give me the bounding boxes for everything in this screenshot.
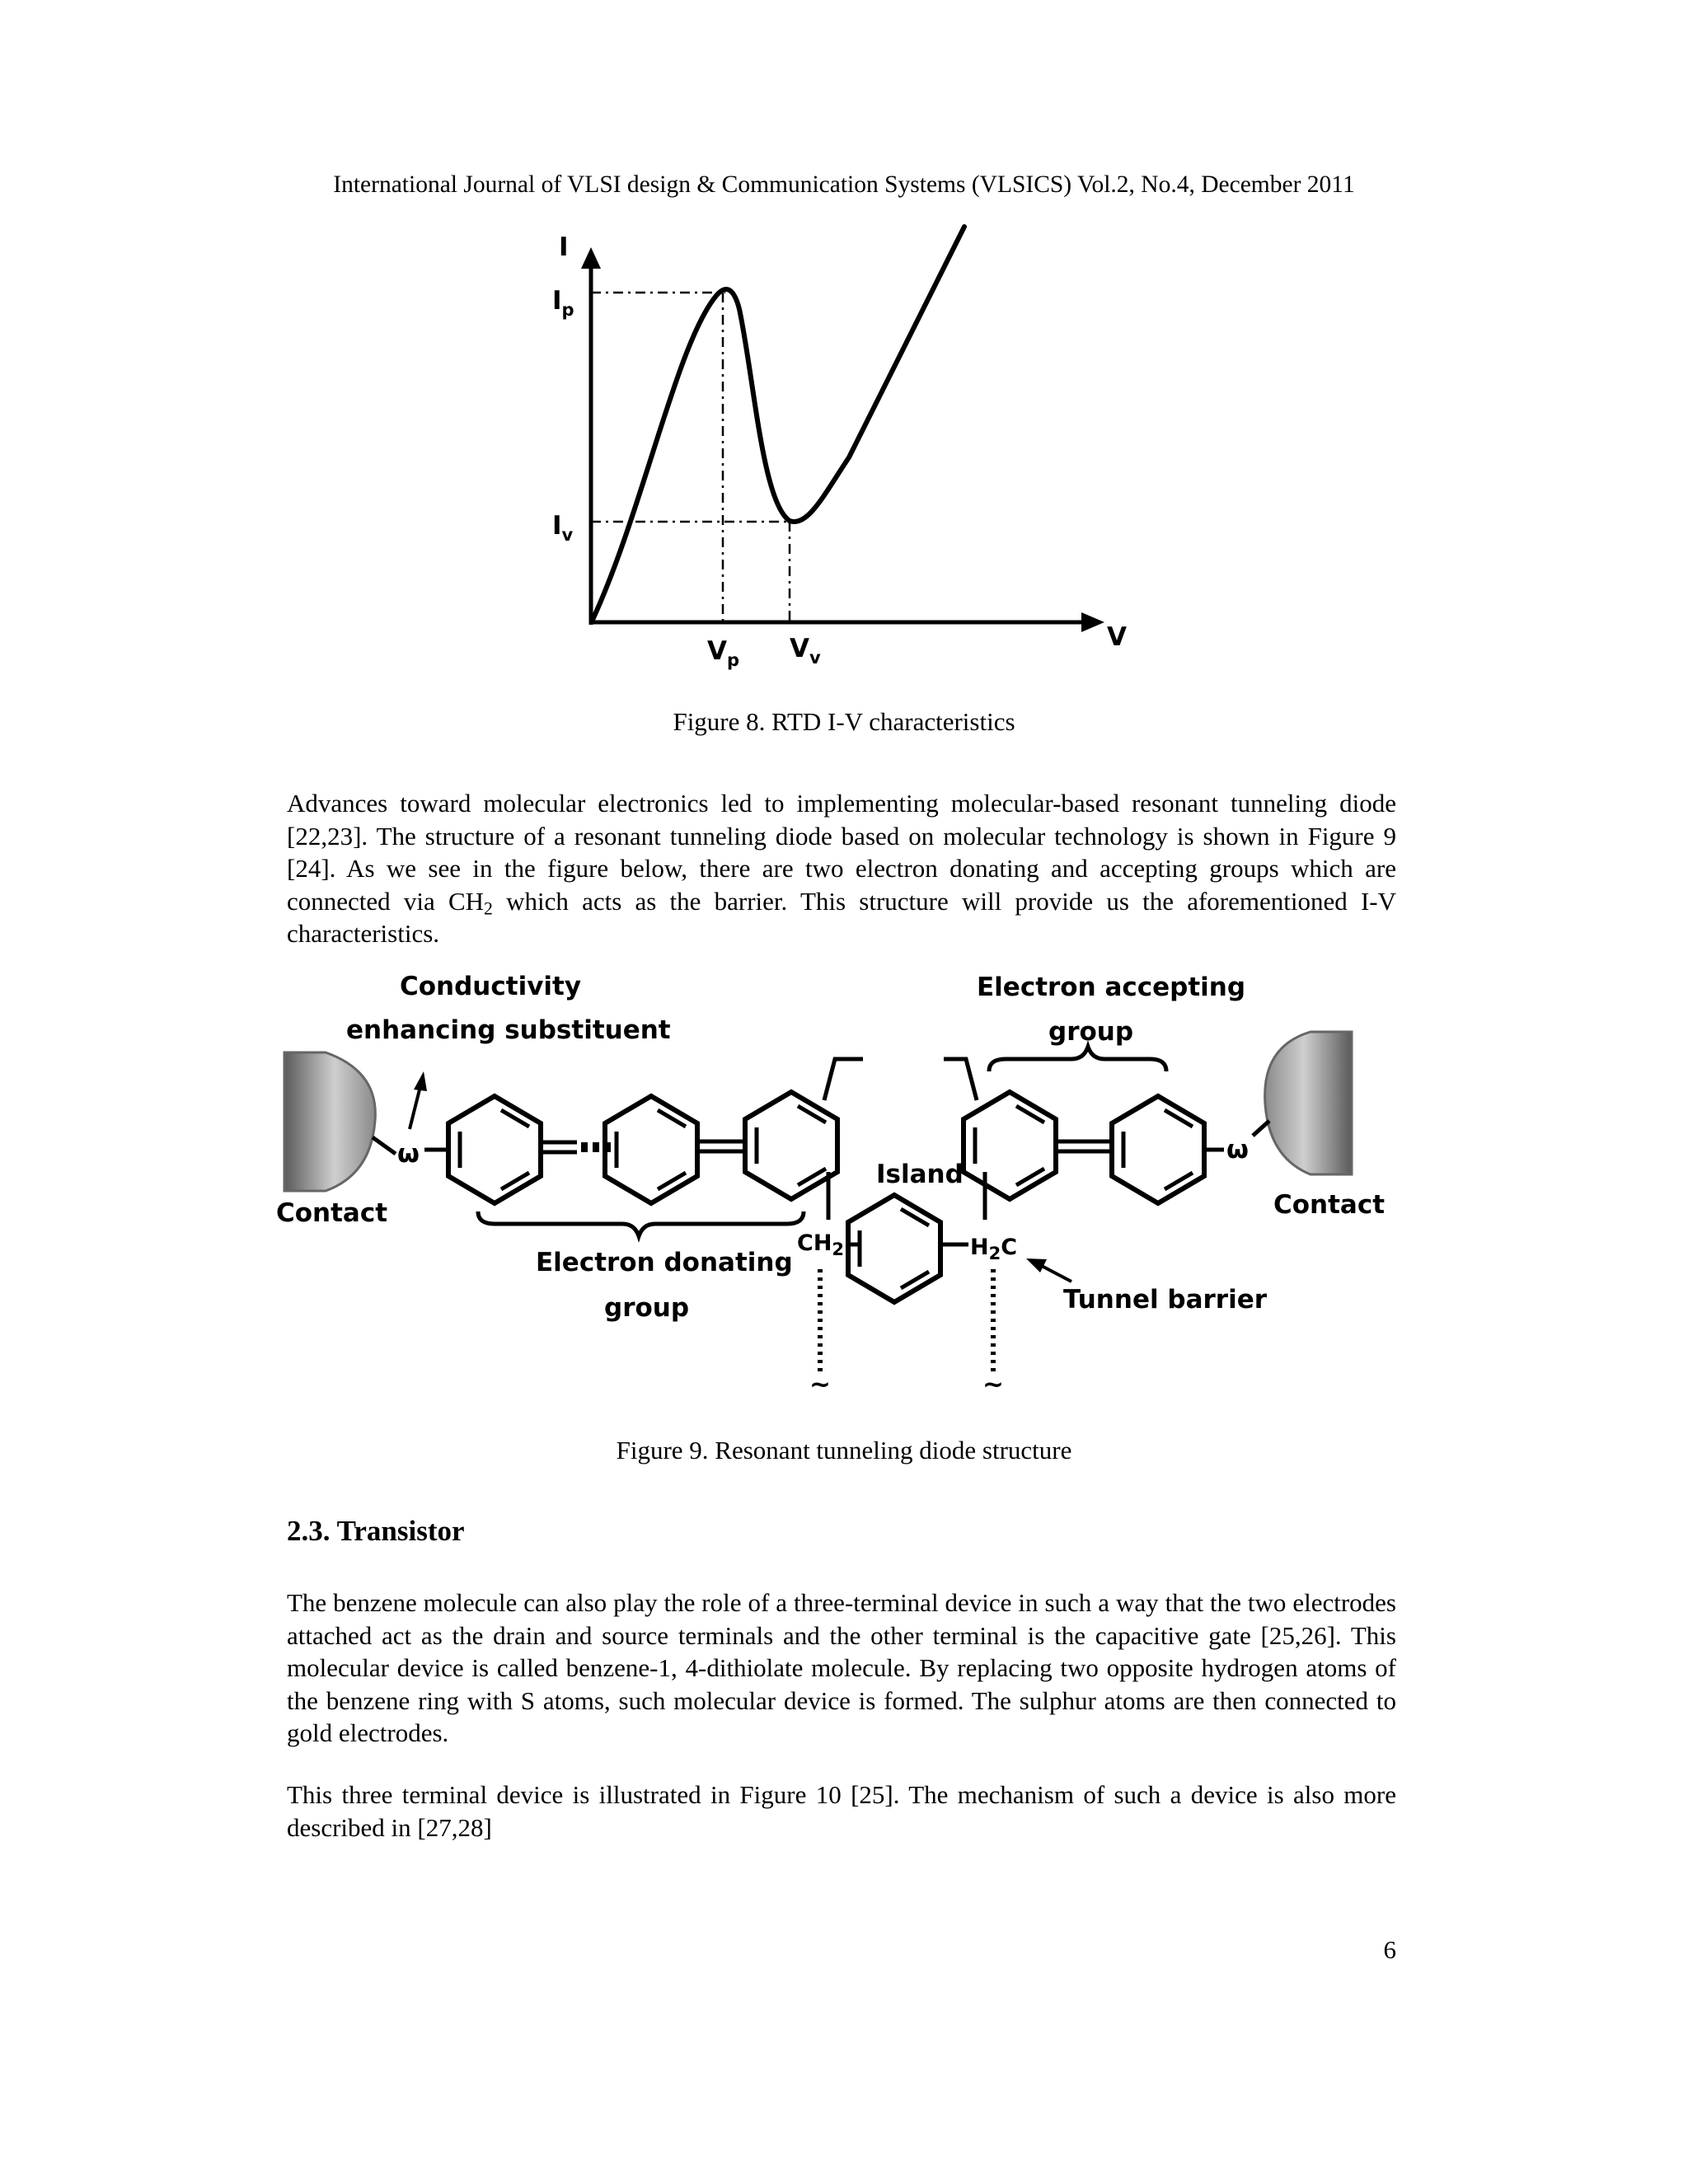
benzene-ring-5 [1112,1096,1204,1203]
paragraph-benzene-transistor: The benzene molecule can also play the role of a three-terminal device in such a way that the two electrodes attached act as the drain and source terminals and the other terminal is the capacitive gate [25,26]. This molecular device is called benzene-1, 4-dithiolate molecule. By replacing two opposite hydrogen atoms of the benzene ring with S atoms, such molecular device is formed. The sulphur atoms are then connected to gold electrodes. [287,1588,1396,1747]
ring3-top-substituent [824,1059,863,1100]
omega-left-label: ω [397,1139,420,1169]
right-contact-bond [1253,1121,1269,1136]
contact-left-label: Contact [276,1198,388,1228]
bond-dot-3 [604,1142,611,1152]
tunnel-barrier-arrow [1040,1265,1071,1282]
conductivity-arrowhead [414,1071,427,1091]
ch2-label: CH2 [797,1230,845,1259]
benzene-ring-1 [448,1096,541,1203]
benzene-ring-4 [964,1092,1056,1199]
iv-curve [593,227,964,620]
valley-voltage-label: Vv [790,634,821,668]
figure-9-caption: Figure 9. Resonant tunneling diode structure [616,1436,1072,1465]
valley-current-label: Iv [552,511,574,545]
tunnel-barrier-label: Tunnel barrier [1063,1285,1268,1315]
donating-label-line1: Electron donating [536,1248,793,1277]
bond-dot-1 [581,1142,588,1152]
page-number: 6 [1383,1935,1396,1964]
benzene-ring-island [848,1195,940,1302]
accepting-group-brace [989,1047,1166,1071]
ring4-top-substituent [944,1059,977,1100]
paragraph-rtd-molecular: Advances toward molecular electronics led to implementing molecular-based resonant tunneling diode [22,23]. The structure of a resonant tunneling diode based on molecular technology is shown in Figure 9 [24]. As we see in the figure below, there are two electron donating and accepting groups which are connected via $CH_2$ which acts as the barrier. This structure will provide us the aforementioned I-V characteristics. [287,789,1396,948]
tilde-left: ~ [809,1370,831,1399]
left-contact-bond [373,1137,396,1154]
y-axis-arrowhead [581,247,601,269]
donating-label-line2: group [604,1293,690,1323]
running-header: International Journal of VLSI design & Communication Systems (VLSICS) Vol.2, No.4, December 2011 [333,171,1355,198]
island-label: Island [876,1160,964,1189]
right-contact [1265,1032,1352,1174]
conductivity-arrow [410,1086,420,1129]
x-axis-arrowhead [1081,612,1104,632]
left-contact [284,1052,375,1191]
peak-voltage-label: Vp [707,636,740,670]
benzene-ring-3 [745,1092,837,1199]
paragraph-figure-10-reference: This three terminal device is illustrated in Figure 10 [25]. The mechanism of such a device is also more described in [27,28] [287,1780,1396,1842]
bond-dot-2 [593,1142,599,1152]
figure-8-caption: Figure 8. RTD I-V characteristics [673,707,1015,736]
peak-current-label: Ip [552,286,574,320]
accepting-label-line2: group [1048,1017,1134,1047]
tunnel-barrier-arrowhead [1026,1258,1047,1272]
y-axis-label: I [559,232,569,262]
section-heading-transistor: 2.3. Transistor [287,1515,465,1547]
omega-right-label: ω [1226,1135,1249,1165]
conductivity-label-line2: enhancing substituent [346,1015,671,1045]
contact-right-label: Contact [1273,1190,1386,1220]
donating-group-brace [478,1212,804,1236]
conductivity-label-line1: Conductivity [400,972,582,1001]
h2c-label: H2C [970,1235,1018,1263]
accepting-label-line1: Electron accepting [977,972,1246,1002]
benzene-ring-2 [605,1096,697,1203]
x-axis-label: V [1107,622,1127,652]
tilde-right: ~ [982,1370,1004,1399]
